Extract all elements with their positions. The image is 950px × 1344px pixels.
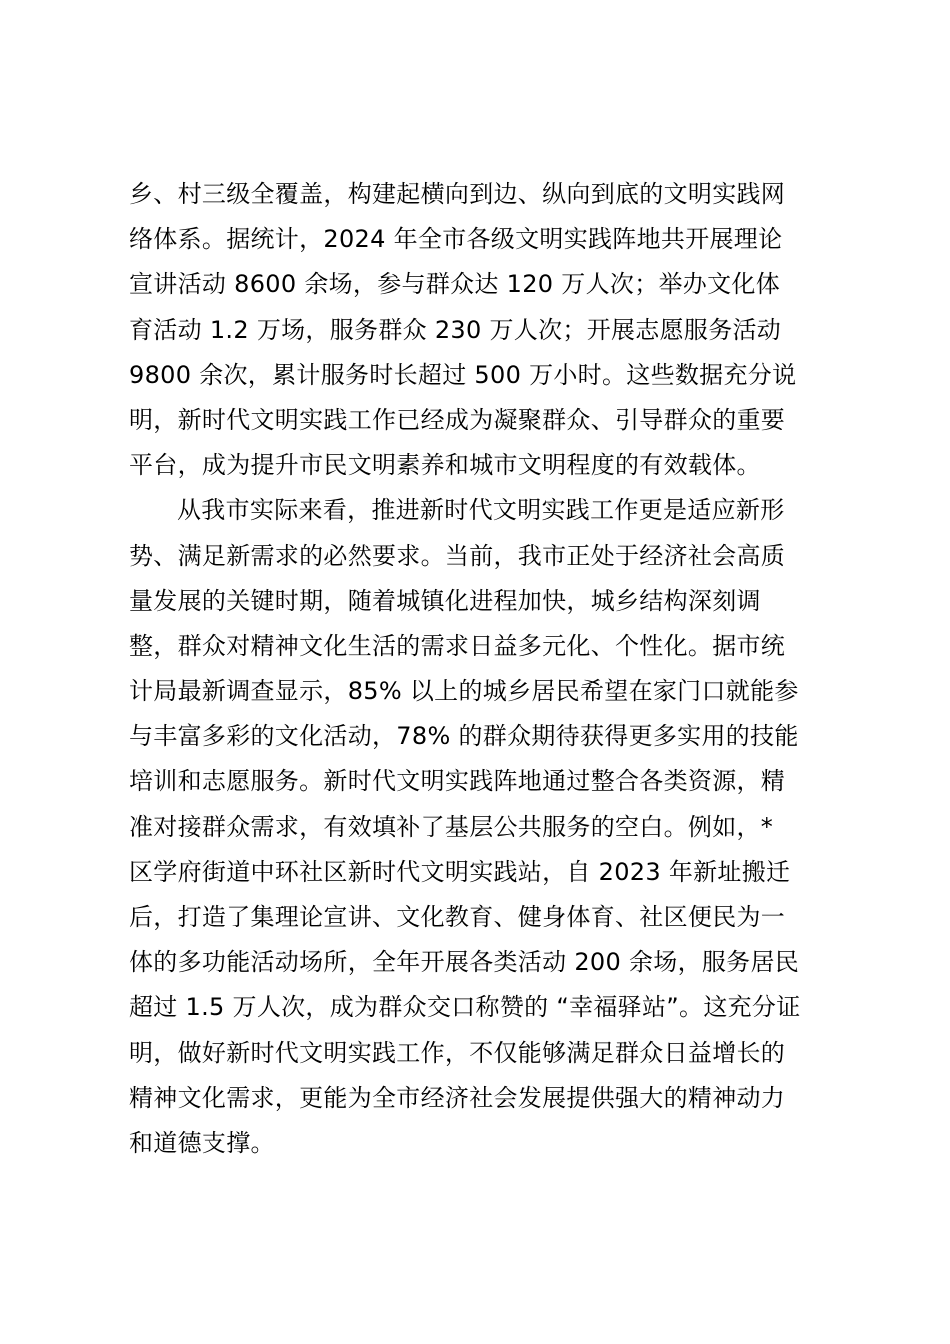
text-line: 明，新时代文明实践工作已经成为凝聚群众、引导群众的重要 [129,405,786,434]
text-line: 整，群众对精神文化生活的需求日益多元化、个性化。据市统 [129,631,786,660]
text-line: 与丰富多彩的文化活动，78% 的群众期待获得更多实用的技能 [129,722,799,751]
text-line: 体的多功能活动场所，全年开展各类活动 200 余场，服务居民 [129,948,800,977]
text-line: 后，打造了集理论宣讲、文化教育、健身体育、社区便民为一 [129,903,786,931]
text-line: 宣讲活动 8600 余场，参与群众达 120 万人次；举办文化体 [129,270,781,299]
text-line: 势、满足新需求的必然要求。当前，我市正处于经济社会高质 [129,541,786,570]
text-line: 准对接群众需求，有效填补了基层公共服务的空白。例如，* [129,812,774,841]
text-line: 超过 1.5 万人次，成为群众交口称赞的 “幸福驿站”。这充分证 [129,993,801,1022]
text-line: 平台，成为提升市民文明素养和城市文明程度的有效载体。 [129,451,761,480]
text-line: 培训和志愿服务。新时代文明实践阵地通过整合各类资源，精 [129,767,786,796]
text-line: 育活动 1.2 万场，服务群众 230 万人次；开展志愿服务活动 [129,315,782,344]
text-line: 计局最新调查显示，85% 以上的城乡居民希望在家门口就能参 [129,677,799,706]
text-line: 络体系。据统计，2024 年全市各级文明实践阵地共开展理论 [129,225,783,254]
text-line: 精神文化需求，更能为全市经济社会发展提供强大的精神动力 [129,1083,786,1112]
text-line: 和道德支撑。 [129,1128,275,1157]
text-line: 量发展的关键时期，随着城镇化进程加快，城乡结构深刻调 [129,586,761,615]
paragraph-start-line: 从我市实际来看，推进新时代文明实践工作更是适应新形 [177,496,785,525]
text-line: 区学府街道中环社区新时代文明实践站，自 2023 年新址搬迁 [129,857,791,886]
text-line: 乡、村三级全覆盖，构建起横向到边、纵向到底的文明实践网 [129,180,786,208]
text-line: 9800 余次，累计服务时长超过 500 万小时。这些数据充分说 [129,360,797,389]
document-body [129,172,834,1166]
text-line: 明，做好新时代文明实践工作，不仅能够满足群众日益增长的 [129,1038,786,1067]
